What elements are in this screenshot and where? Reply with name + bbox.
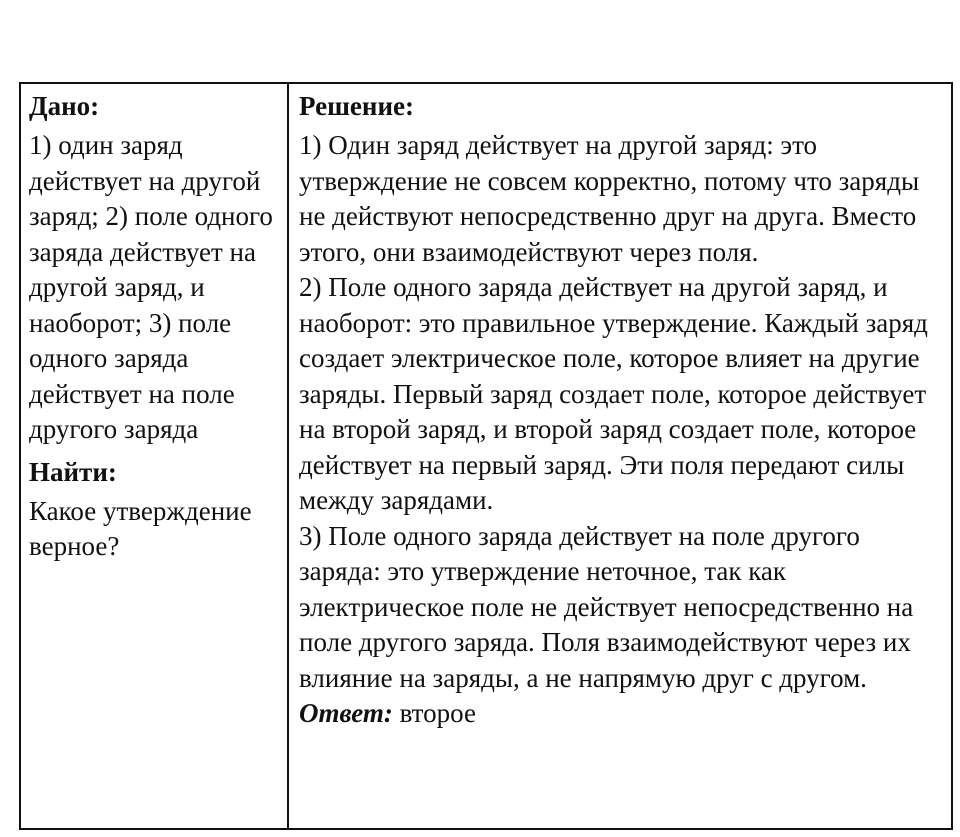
answer-line (299, 696, 945, 732)
given-column (21, 84, 289, 828)
find-heading: Найти: (29, 456, 117, 487)
given-text: 1) один заряд действует на другой заряд; 2) поле одного заряда действует на другой заряд, и наоборот; 3) поле одного заряда действует на поле другого заряда (29, 130, 273, 444)
solution-table (19, 82, 953, 830)
solution-heading: Решение: (299, 91, 414, 121)
given-heading: Дано: (29, 91, 100, 121)
solution-item-3: 3) Поле одного заряда действует на поле другого заряда: это утверждение неточное, так как электрическое поле не действует непосредственно на поле другого заряда. Поля взаимодействуют через их влияние на заряды, а не напрямую друг с другом. (299, 520, 914, 693)
solution-item-1: 1) Один заряд действует на другой заряд: это утверждение не совсем корректно, потому что заряды не действуют непосредственно друг на друга. Вместо этого, они взаимодействуют через поля. (299, 130, 920, 267)
find-text: Какое утверждение верное? (29, 495, 252, 561)
solution-column (289, 84, 951, 828)
solution-item-2: 2) Поле одного заряда действует на другой заряд, и наоборот: это правильное утверждение. Каждый заряд создает электрическое поле, которое влияет на другие заряды. Первый заряд создает поле, которое действует на второй заряд, и второй заряд создает поле, которое действует на первый заряд. Эти поля передают силы между зарядами. (299, 272, 928, 515)
answer-value: второе (399, 698, 476, 728)
answer-label: Ответ: (299, 698, 393, 728)
